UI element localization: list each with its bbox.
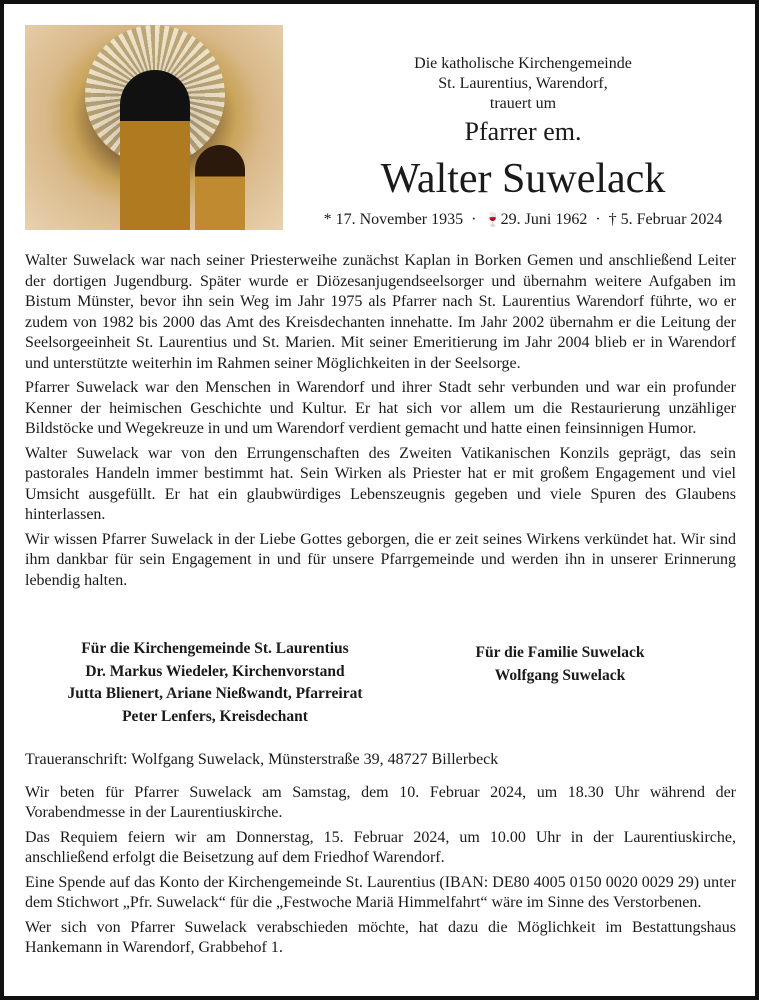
signature-line: Wolfgang Suwelack	[494, 666, 626, 684]
notice: Wir beten für Pfarrer Suwelack am Samstag, dem 10. Februar 2024, um 18.30 Uhr während der Vorabendmesse in der Laurentiuskirche.	[25, 783, 736, 821]
child-figure-image	[195, 145, 245, 230]
signature-line: Für die Kirchengemeinde St. Laurentius	[81, 640, 349, 657]
signature-line: Für die Familie Suwelack	[475, 644, 645, 661]
family-signature	[430, 642, 690, 687]
life-dates	[300, 211, 746, 229]
mourning-address: Traueranschrift: Wolfgang Suwelack, Münsterstraße 39, 48727 Billerbeck	[25, 751, 499, 768]
notice: Eine Spende auf das Konto der Kirchengemeinde St. Laurentius (IBAN: DE80 4005 0150 0020 0029 29) unter dem Stichwort „Pfr. Suwelack“ für die „Festwoche Mariä Himmelfahrt“ wäre im Sinne des Verstorbenen.	[25, 873, 736, 911]
separator: ·	[595, 211, 601, 228]
notice: Das Requiem feiern wir am Donnerstag, 15. Februar 2024, um 10.00 Uhr in der Laurentiuskirche, anschließend erfolgt die Beisetzung auf dem Friedhof Warendorf.	[25, 828, 736, 866]
madonna-photo	[25, 25, 283, 230]
paragraph: Pfarrer Suwelack war den Menschen in Warendorf und ihrer Stadt sehr verbunden und war ein profunder Kenner der heimischen Geschichte und Kultur. Er hat sich vor allem um die Restaurierung unzähliger Bildstöcke und Wegekreuze in und um Warendorf verdient gemacht und hatte einen feinsinnigen Humor.	[25, 379, 736, 437]
ordination-icon: 🍷	[484, 212, 501, 227]
parish-signature	[25, 638, 405, 728]
announcement-intro	[300, 54, 746, 114]
ordination-date: 29. Juni 1962	[500, 211, 588, 228]
obituary-text	[25, 251, 736, 595]
deceased-name: Walter Suwelack	[380, 156, 666, 202]
paragraph: Walter Suwelack war nach seiner Priesterweihe zunächst Kaplan in Borken Gemen und anschließend Leiter der dortigen Jugendburg. Später wurde er Diözesanjugendseelsorger und übernahm weitere Aufgaben im Bistum Münster, bevor ihn sein Weg im Jahr 1975 als Pfarrer nach St. Laurentius Warendorf führte, wo er zudem von 1982 bis 2000 das Amt des Kreisdechanten innehatte. Im Jahr 2002 übernahm er die Leitung der Seelsorgeeinheit St. Laurentius und St. Marien. Mit seiner Emeritierung im Jahr 2004 blieb er in Warendorf und unterstützte weiterhin im Rahmen seiner Möglichkeiten in der Seelsorge.	[25, 252, 736, 372]
madonna-figure-image	[120, 70, 190, 230]
notice: Wer sich von Pfarrer Suwelack verabschieden möchte, hat dazu die Möglichkeit im Bestattungshaus Hankemann in Warendorf, Grabbehof 1.	[25, 918, 736, 956]
signature-line: Peter Lenfers, Kreisdechant	[122, 707, 308, 725]
intro-line: St. Laurentius, Warendorf,	[438, 75, 608, 92]
death-date: † 5. Februar 2024	[608, 211, 723, 228]
birth-date: * 17. November 1935	[323, 211, 464, 228]
signature-line: Jutta Blienert, Ariane Nießwandt, Pfarreirat	[67, 685, 363, 702]
paragraph: Wir wissen Pfarrer Suwelack in der Liebe Gottes geborgen, die er zeit seines Wirkens verkündet hat. Wir sind ihm dankbar für sein Engagement in und für unsere Pfarrgemeinde und werden ihn in unserer Erinnerung lebendig halten.	[25, 530, 736, 589]
deceased-title: Pfarrer em.	[464, 117, 582, 146]
notices	[25, 750, 736, 963]
intro-line: trauert um	[489, 95, 557, 112]
separator: ·	[471, 211, 477, 228]
signature-line: Dr. Markus Wiedeler, Kirchenvorstand	[85, 662, 345, 680]
intro-line: Die katholische Kirchengemeinde	[414, 55, 632, 72]
paragraph: Walter Suwelack war von den Errungenschaften des Zweiten Vatikanischen Konzils geprägt, das sein pastorales Handeln immer bestimmt hat. Sein Wirken als Priester hat er mit großem Engagement und viel Umsicht ausgefüllt. Er hat ein glaubwürdiges Lebenszeugnis gegeben und viele Spuren des Glaubens hinterlassen.	[25, 444, 736, 523]
